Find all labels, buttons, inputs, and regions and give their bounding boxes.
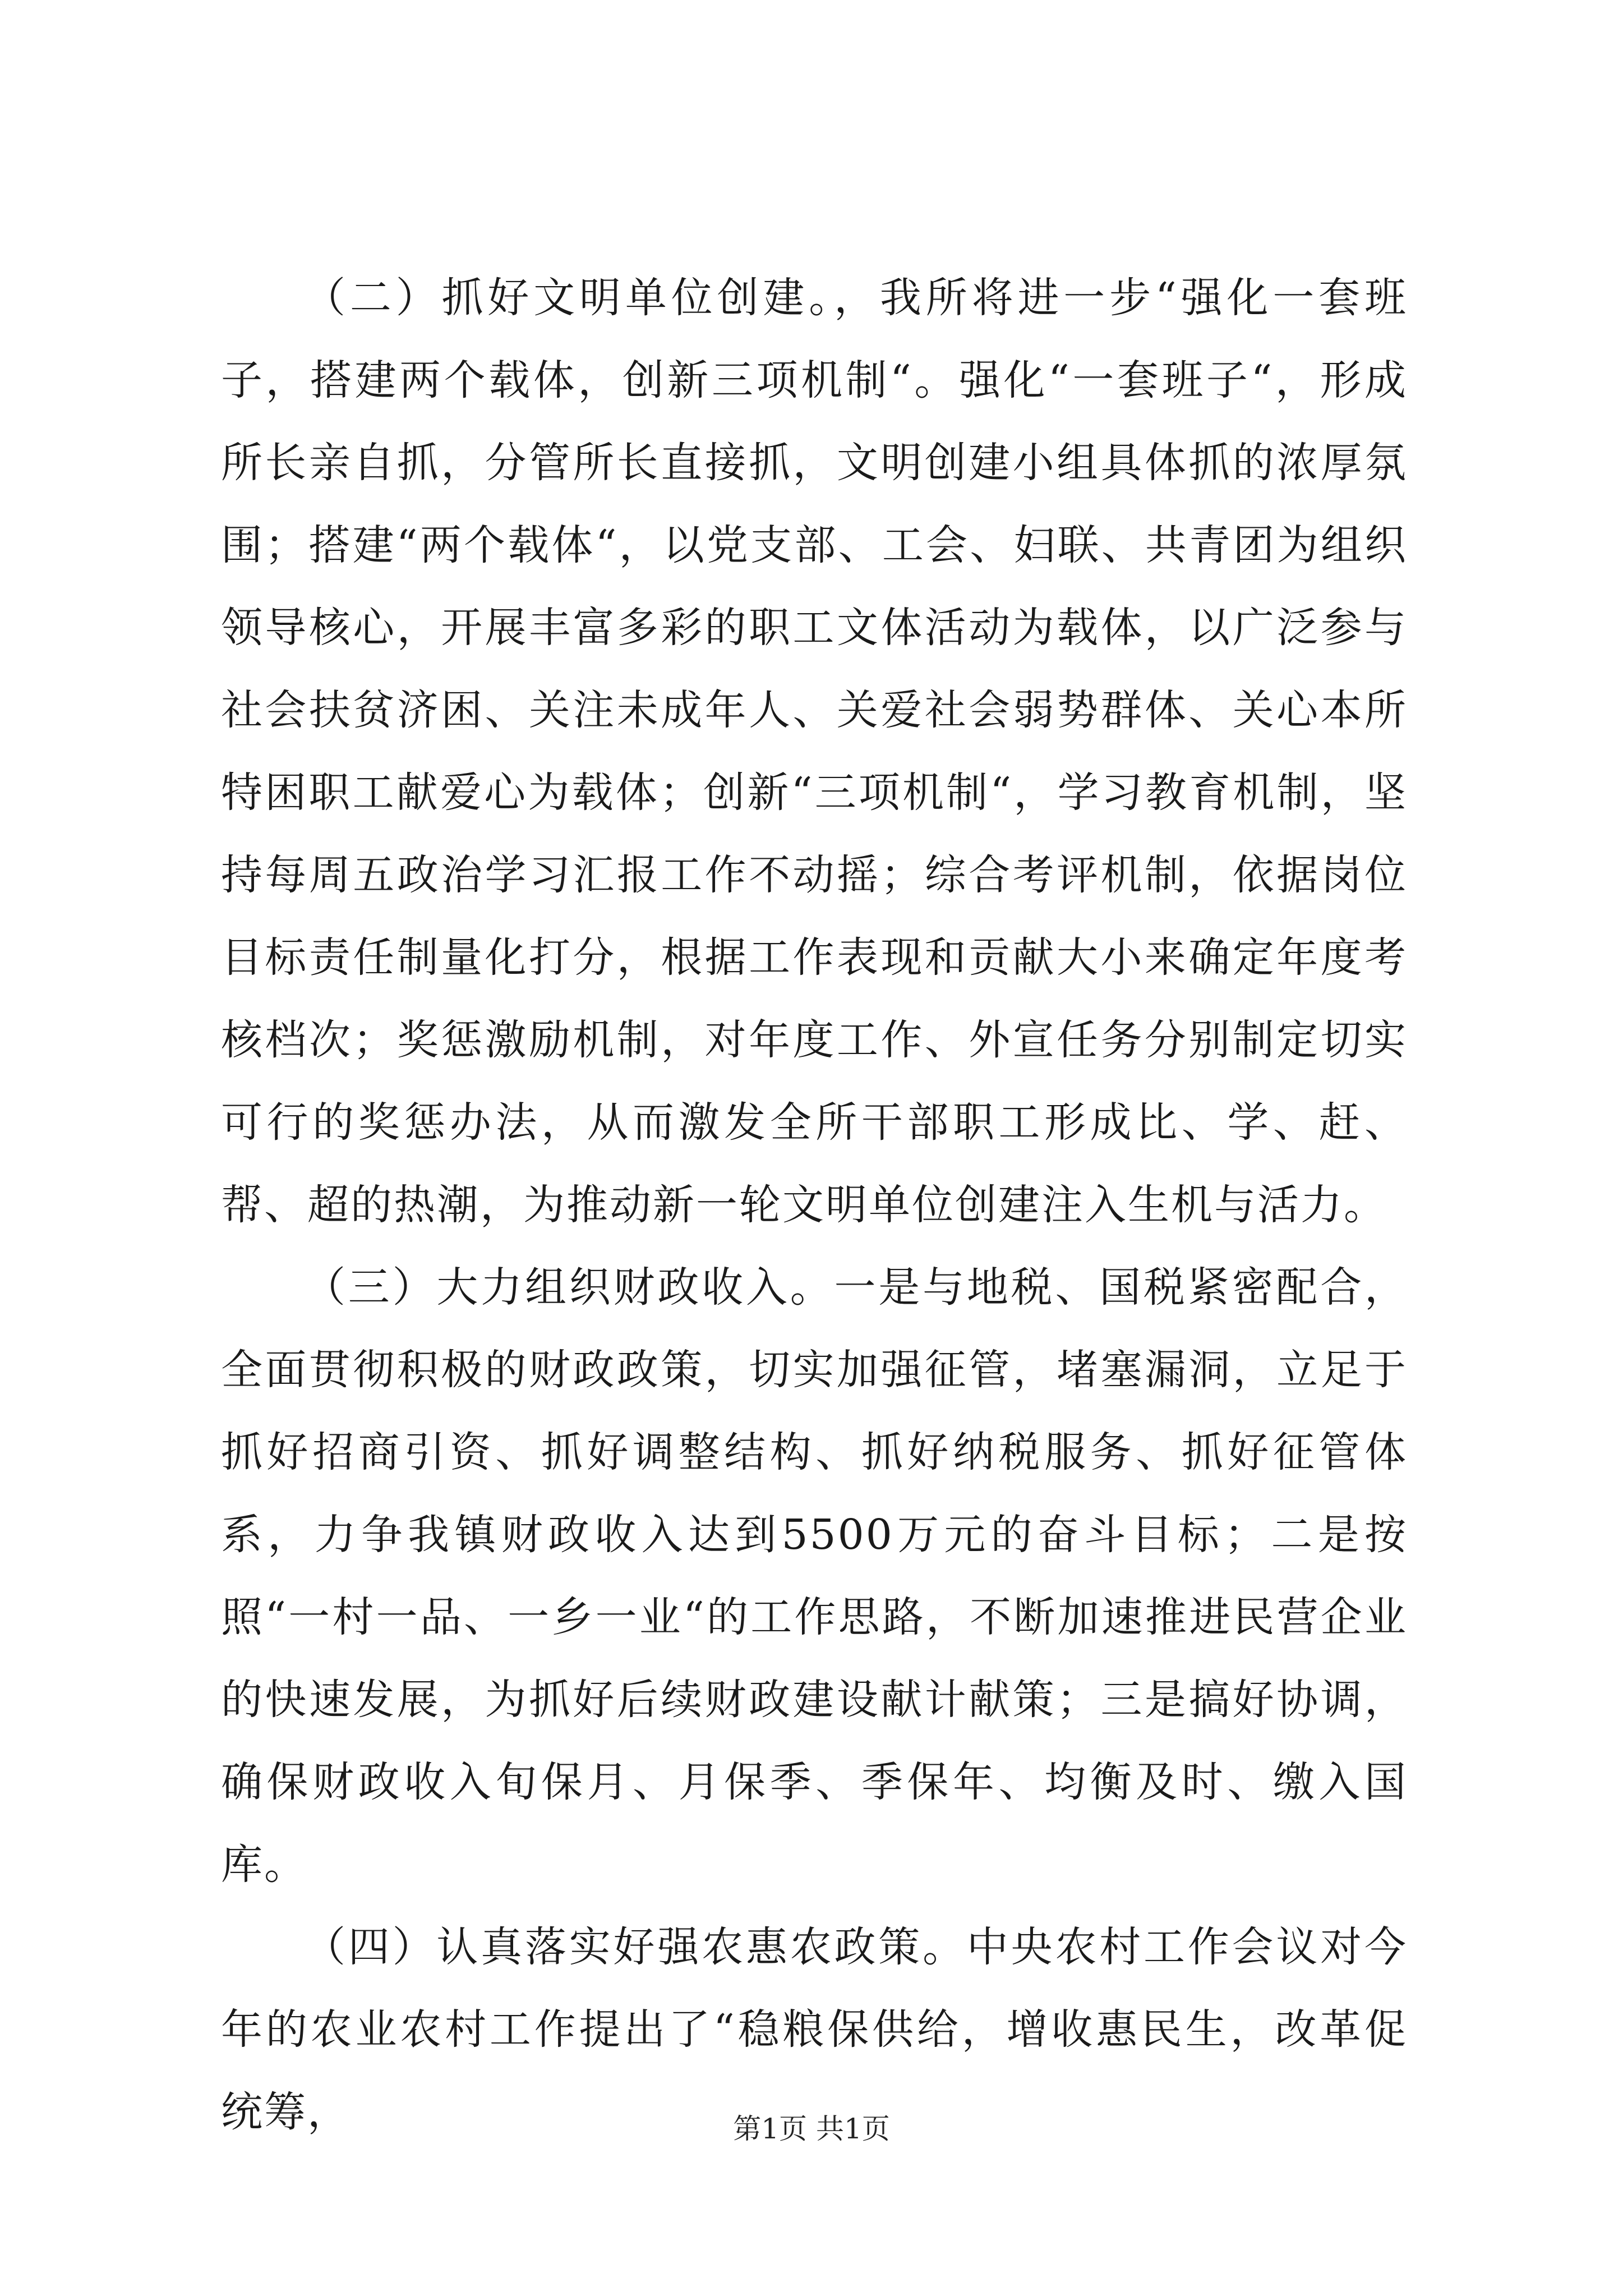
paragraph-agriculture-policy: （四）认真落实好强农惠农政策。中央农村工作会议对今年的农业农村工作提出了“稳粮保供给，增收惠民生，改革促统筹，: [221, 1923, 1408, 2136]
paragraph-fiscal-revenue: （三）大力组织财政收入。一是与地税、国税紧密配合，全面贯彻积极的财政政策，切实加强征管，堵塞漏洞，立足于抓好招商引资、抓好调整结构、抓好纳税服务、抓好征管体系，力争我镇财政收入达到5500万元的奋斗目标；二是按照“一村一品、一乡一业“的工作思路，不断加速推进民营企业的快速发展，为抓好后续财政建设献计献策；三是搞好协调，确保财政收入旬保月、月保季、季保年、均衡及时、缴入国库。: [221, 1263, 1408, 1889]
document-body: [221, 257, 1408, 2154]
page-number-footer: 第1页 共1页: [733, 2113, 890, 2145]
paragraph-civilized-unit: （二）抓好文明单位创建。，我所将进一步“强化一套班子，搭建两个载体，创新三项机制“。强化“一套班子“，形成所长亲自抓，分管所长直接抓，文明创建小组具体抓的浓厚氛围；搭建“两个载体“，以党支部、工会、妇联、共青团为组织领导核心，开展丰富多彩的职工文体活动为载体，以广泛参与社会扶贫济困、关注未成年人、关爱社会弱势群体、关心本所特困职工献爱心为载体；创新“三项机制“，学习教育机制，坚持每周五政治学习汇报工作不动摇；综合考评机制，依据岗位目标责任制量化打分，根据工作表现和贡献大小来确定年度考核档次；奖惩激励机制，对年度工作、外宣任务分别制定切实可行的奖惩办法，从而激发全所干部职工形成比、学、赶、帮、超的热潮，为推动新一轮文明单位创建注入生机与活力。: [221, 274, 1408, 1229]
